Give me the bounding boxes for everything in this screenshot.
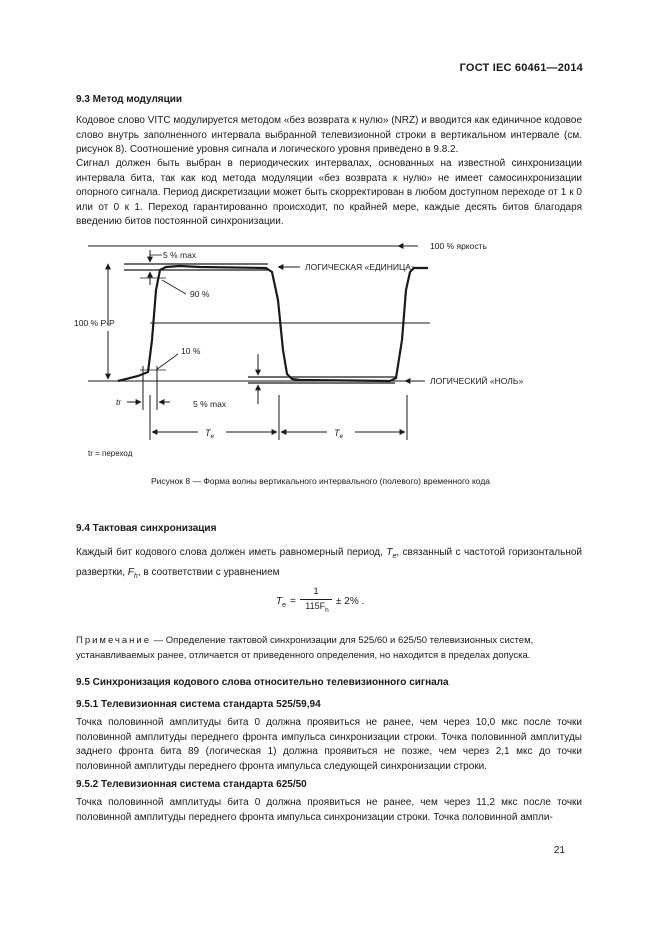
section-9-4-paragraph: Каждый бит кодового слова должен иметь равномерный период, $T_e$, связанный с частотой горизонтальной развертки, $F_h$, в соответствии с уравнением [76,547,583,580]
label-5max-bottom: 5 % max [193,399,227,409]
page-number: 21 [553,845,565,856]
figure-8-caption: Рисунок 8 — Форма волны вертикального интервального (полевого) временного кода [150,476,491,486]
label-te-2: $T_e$ [334,428,344,440]
label-te-1: $T_e$ [205,428,215,440]
label-logic-one: ЛОГИЧЕСКАЯ «ЕДИНИЦА» [305,262,416,272]
section-9-5-2-text: Точка половинной амплитуды бита 0 должна проявиться не ранее, чем через 11,2 мкс после точки половинной амплитуды переднего фронта импульса синхронизации строки. Точка половинной ампли- [76,797,582,823]
section-9-4-note: Примечание — Определение тактовой синхронизации для 525/60 и 625/50 телевизионных систем, устанавливаемых ранее, отличается от приведенного определения, но находится в пределах допуска. [76,635,534,661]
section-9-3-paragraph-1 [76,114,582,158]
section-9-3-paragraph-2 [76,157,582,230]
section-9-5-1-heading: 9.5.1 Телевизионная система стандарта 525/59,94 [76,699,321,710]
document-header: ГОСТ IEC 60461—2014 [459,62,583,74]
label-logic-zero: ЛОГИЧЕСКИЙ «НОЛЬ» [430,376,524,386]
label-tr-note: tr = переход [88,449,133,457]
label-100pp: 100 % Р-Р [74,318,115,328]
label-90: 90 % [190,289,210,299]
section-9-3-heading: 9.3 Метод модуляции [76,94,183,105]
label-tr: tr [116,397,122,407]
section-9-5-2-heading: 9.5.2 Телевизионная система стандарта 625/50 [76,779,307,790]
formula-te: $T_e$ = 1 $115F_h$ ± 2% . [276,586,365,614]
section-9-4-heading: 9.4 Тактовая синхронизация [76,523,217,534]
figure-8-waveform [0,232,661,457]
p1-text: Кодовое слово VITC модулируется методом «без возврата к нулю» (NRZ) и вводится как единичное кодовое слово внутрь заполненного интервала выбранной телевизионной строки в вертикальном интервале (см. рисунок 8). Соотношение уровня сигнала и логического уровня приведено в 9.8.2. [76,115,582,155]
label-10: 10 % [181,346,201,356]
p2-text: Сигнал должен быть выбран в периодических интервалах, основанных на известной синхронизации интервала бита, так как код метода модуляции «без возврата к нулю» не имеет самосинхронизации опорного сигнала. Период дискретизации может быть скорректирован в любом доступном переходе от 1 к 0 или от 0 к 1. Переход гарантированно происходит, по крайней мере, каждые десять битов благодаря введению битов постоянной синхронизации. [76,158,582,227]
label-100-brightness: 100 % яркость [430,241,487,251]
label-5max-top: 5 % max [163,250,197,260]
section-9-5-heading: 9.5 Синхронизация кодового слова относительно телевизионного сигнала [76,677,449,688]
section-9-5-1-text: Точка половинной амплитуды бита 0 должна проявиться не ранее, чем через 10,0 мкс после точки половинной амплитуды переднего фронта импульса синхронизации строки. Точка половинной амплитуды заднего фронта бита 89 (логическая 1) должна проявиться не позже, чем через 2,1 мкс до точки половинной амплитуды переднего фронта импульса следующей синхронизации строки. [76,717,582,772]
